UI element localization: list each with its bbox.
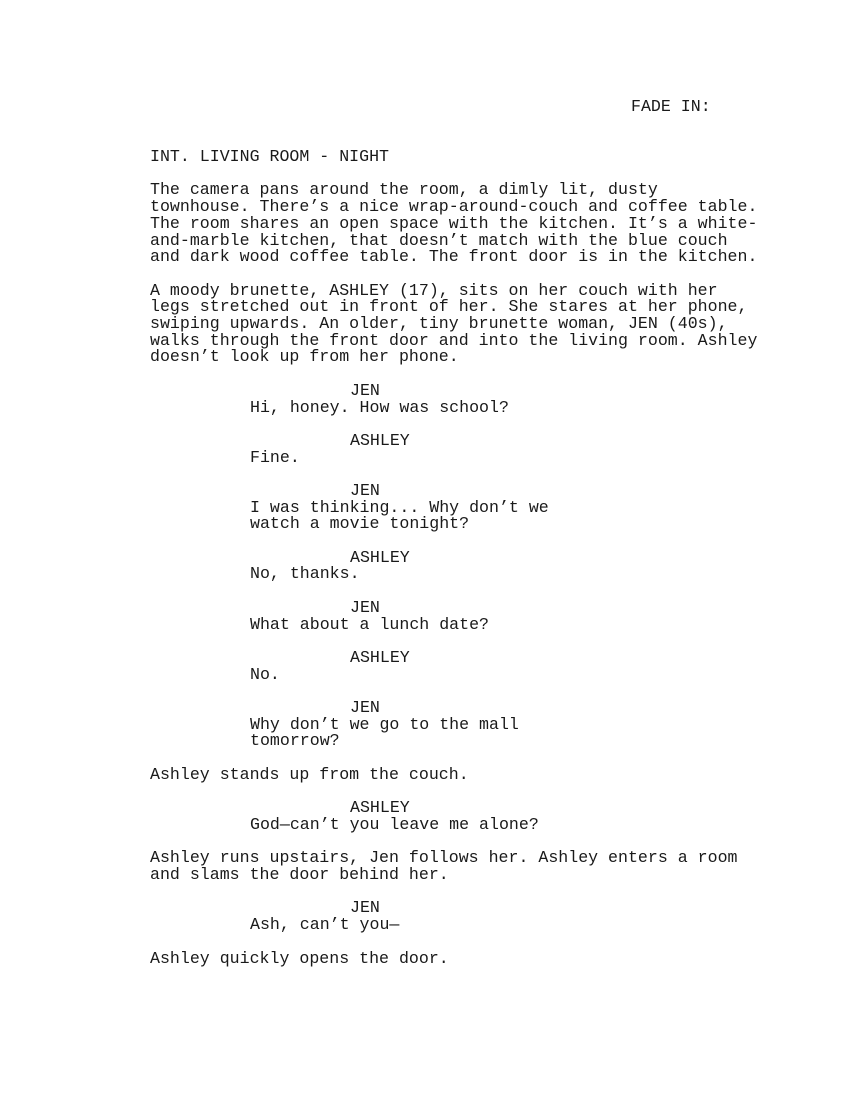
dialogue-line: No, thanks. (250, 564, 360, 584)
dialogue-line: Hi, honey. How was school? (250, 397, 509, 417)
action-paragraph: Ashley stands up from the couch. (150, 764, 469, 784)
script-body (150, 149, 760, 984)
dialogue-line: Fine. (250, 447, 300, 467)
character-name: JEN (350, 480, 380, 500)
character-name: JEN (350, 597, 380, 617)
dialogue-line: I was thinking... Why don’t we watch a movie tonight? (250, 497, 549, 534)
dialogue-block (150, 480, 760, 534)
dialogue-line: Why don’t we go to the mall tomorrow? (250, 714, 519, 751)
action-paragraph: A moody brunette, ASHLEY (17), sits on her couch with her legs stretched out in front of her. She stares at her phone, swiping upwards. An older, tiny brunette woman, JEN (40s), walks through the front door and into the living room. Ashley doesn’t look up from her phone. (150, 280, 758, 367)
dialogue-block (150, 547, 760, 584)
dialogue-block (150, 700, 760, 750)
character-name: JEN (350, 898, 380, 918)
dialogue-block (150, 900, 760, 933)
dialogue-block (150, 430, 760, 467)
character-name: JEN (350, 380, 380, 400)
character-name: ASHLEY (350, 430, 410, 450)
dialogue-block (150, 800, 760, 833)
action-paragraph: Ashley quickly opens the door. (150, 948, 449, 968)
action-paragraph: The camera pans around the room, a dimly lit, dusty townhouse. There’s a nice wrap-around-couch and coffee table. The room shares an open space with the kitchen. It’s a white- and-marble kitchen, that doesn’t match with the blue couch and dark wood coffee table. The front door is in the kitchen. (150, 180, 758, 267)
dialogue-block (150, 597, 760, 634)
character-name: ASHLEY (350, 798, 410, 818)
transition-fade-in: FADE IN: (631, 97, 711, 116)
character-name: JEN (350, 698, 380, 718)
scene-heading: INT. LIVING ROOM - NIGHT (150, 147, 389, 166)
dialogue-line: No. (250, 664, 280, 684)
action-paragraph: Ashley runs upstairs, Jen follows her. Ashley enters a room and slams the door behind her. (150, 848, 738, 885)
character-name: ASHLEY (350, 547, 410, 567)
character-name: ASHLEY (350, 647, 410, 667)
dialogue-line: What about a lunch date? (250, 614, 489, 634)
dialogue-block (150, 380, 760, 417)
dialogue-line: God—can’t you leave me alone? (250, 814, 539, 834)
dialogue-block (150, 647, 760, 684)
dialogue-line: Ash, can’t you— (250, 915, 400, 935)
